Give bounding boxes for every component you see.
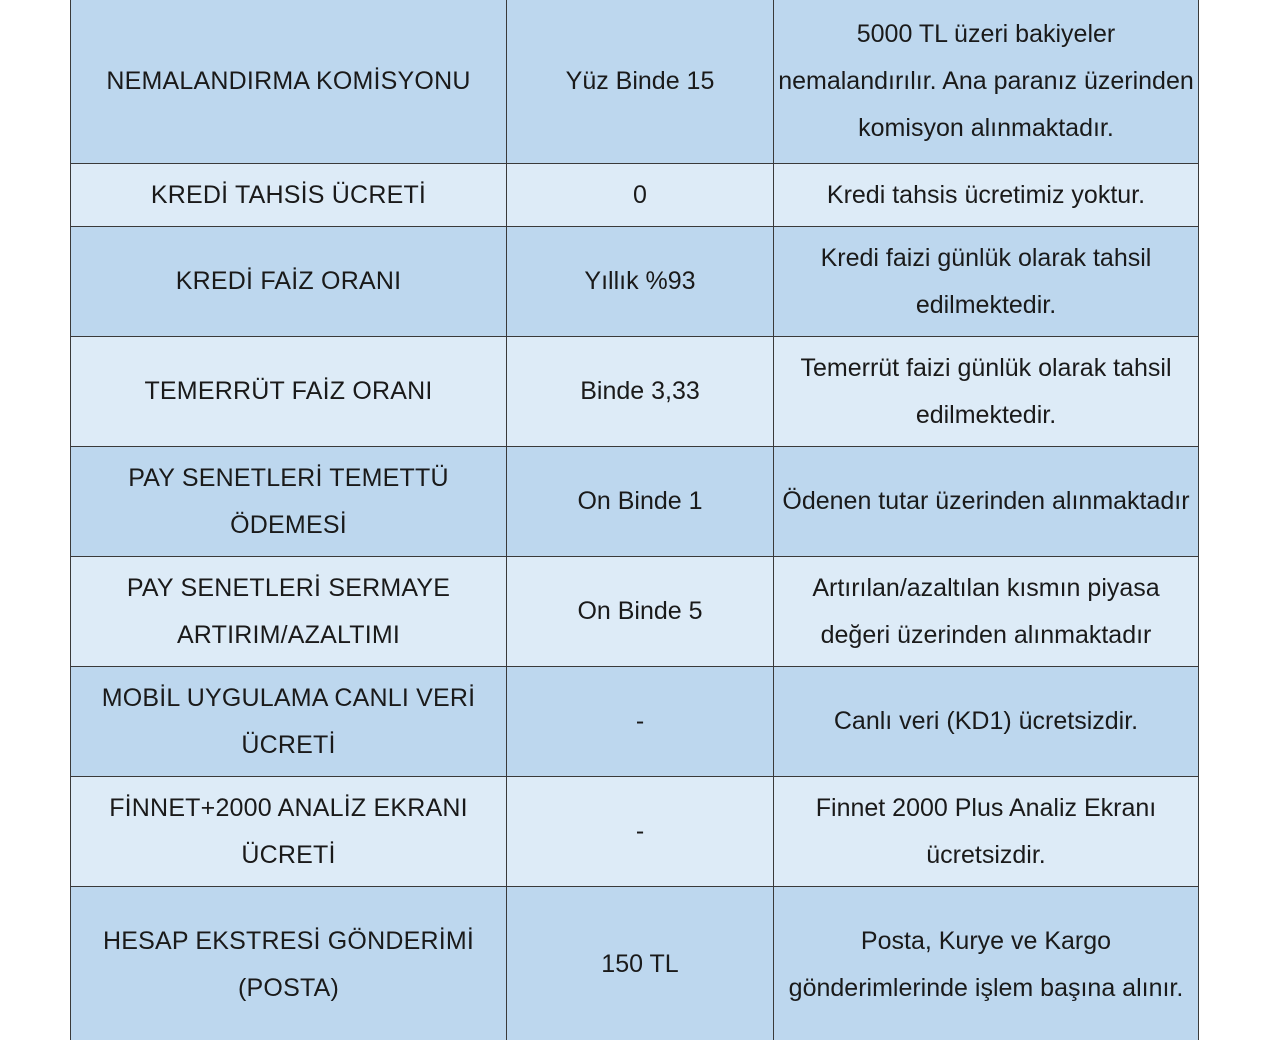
fee-note-cell: 5000 TL üzeri bakiyeler nemalandırılır. Ana paranız üzerinden komisyon alınmaktadır. bbox=[774, 0, 1199, 164]
fee-value-cell: Yıllık %93 bbox=[507, 227, 774, 337]
fee-name-cell: NEMALANDIRMA KOMİSYONU bbox=[71, 0, 507, 164]
table-row bbox=[71, 227, 1199, 337]
fee-note-cell: Artırılan/azaltılan kısmın piyasa değeri üzerinden alınmaktadır bbox=[774, 557, 1199, 667]
fee-name-cell: PAY SENETLERİ SERMAYE ARTIRIM/AZALTIMI bbox=[71, 557, 507, 667]
fee-name-cell: FİNNET+2000 ANALİZ EKRANI ÜCRETİ bbox=[71, 777, 507, 887]
fee-name-cell: KREDİ TAHSİS ÜCRETİ bbox=[71, 164, 507, 227]
fee-name-cell: KREDİ FAİZ ORANI bbox=[71, 227, 507, 337]
fee-value-cell: - bbox=[507, 667, 774, 777]
fee-note-cell: Finnet 2000 Plus Analiz Ekranı ücretsizdir. bbox=[774, 777, 1199, 887]
fee-note-cell: Canlı veri (KD1) ücretsizdir. bbox=[774, 667, 1199, 777]
table-row bbox=[71, 447, 1199, 557]
table-row bbox=[71, 337, 1199, 447]
table-row bbox=[71, 887, 1199, 1040]
fee-name-cell: MOBİL UYGULAMA CANLI VERİ ÜCRETİ bbox=[71, 667, 507, 777]
table-row bbox=[71, 777, 1199, 887]
fee-note-cell: Ödenen tutar üzerinden alınmaktadır bbox=[774, 447, 1199, 557]
fee-value-cell: 150 TL bbox=[507, 887, 774, 1040]
fee-note-cell: Kredi tahsis ücretimiz yoktur. bbox=[774, 164, 1199, 227]
table-row bbox=[71, 0, 1199, 164]
fee-value-cell: On Binde 1 bbox=[507, 447, 774, 557]
fee-value-cell: On Binde 5 bbox=[507, 557, 774, 667]
fee-name-cell: HESAP EKSTRESİ GÖNDERİMİ (POSTA) bbox=[71, 887, 507, 1040]
fee-note-cell: Temerrüt faizi günlük olarak tahsil edilmektedir. bbox=[774, 337, 1199, 447]
fee-name-cell: TEMERRÜT FAİZ ORANI bbox=[71, 337, 507, 447]
table-row bbox=[71, 667, 1199, 777]
fee-note-cell: Kredi faizi günlük olarak tahsil edilmektedir. bbox=[774, 227, 1199, 337]
fee-value-cell: 0 bbox=[507, 164, 774, 227]
fee-value-cell: Yüz Binde 15 bbox=[507, 0, 774, 164]
fee-value-cell: - bbox=[507, 777, 774, 887]
fee-note-cell: Posta, Kurye ve Kargo gönderimlerinde işlem başına alınır. bbox=[774, 887, 1199, 1040]
fee-name-cell: PAY SENETLERİ TEMETTÜ ÖDEMESİ bbox=[71, 447, 507, 557]
fee-value-cell: Binde 3,33 bbox=[507, 337, 774, 447]
fee-table bbox=[70, 0, 1199, 1040]
table-row bbox=[71, 164, 1199, 227]
table-row bbox=[71, 557, 1199, 667]
